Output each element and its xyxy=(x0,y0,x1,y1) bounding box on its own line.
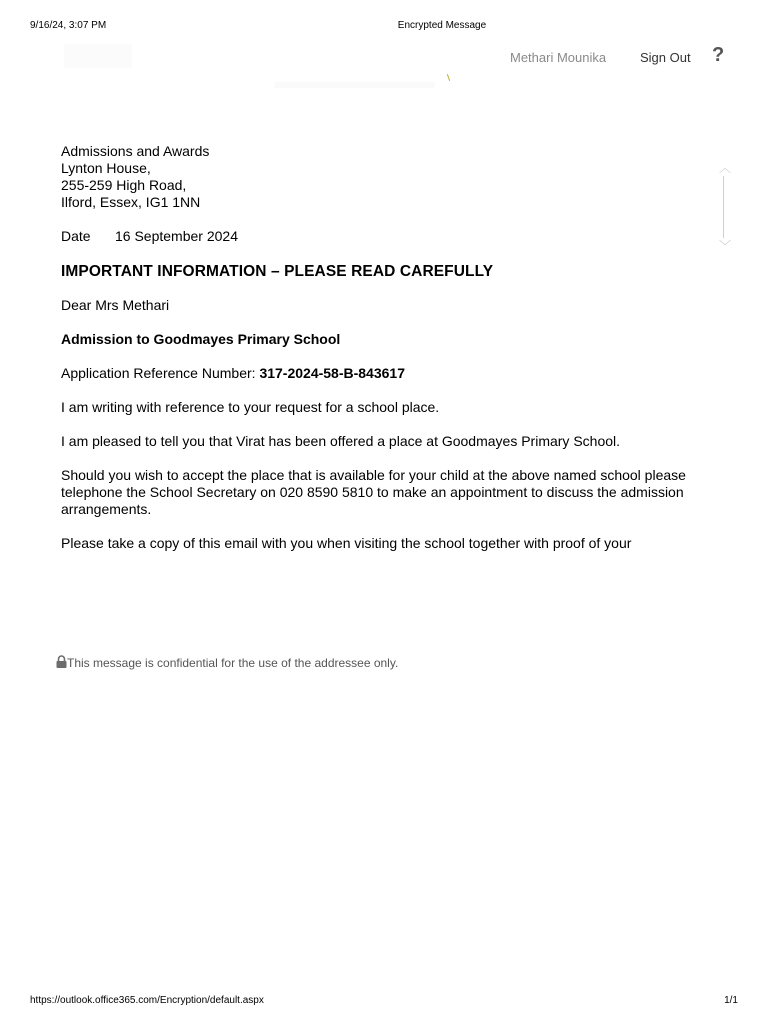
sign-out-link[interactable]: Sign Out xyxy=(640,50,691,65)
confidential-notice xyxy=(56,655,398,671)
print-page-count: 1/1 xyxy=(724,995,738,1006)
print-page-title: Encrypted Message xyxy=(397,20,487,31)
paragraph: Should you wish to accept the place that is available for your child at the above named school please telephone the School Secretary on 020 8590 5810 to make an appointment to discuss the admission arrangements. xyxy=(61,467,686,517)
letter-date xyxy=(61,228,701,245)
faint-banner-strip xyxy=(275,82,435,88)
date-value: 16 September 2024 xyxy=(115,228,238,244)
top-bar xyxy=(0,46,768,70)
chevron-down-icon[interactable]: ﹀ xyxy=(718,239,731,253)
lock-icon xyxy=(56,655,67,671)
address-line: Lynton House, xyxy=(61,160,151,176)
print-url: https://outlook.office365.com/Encryption/default.aspx xyxy=(30,995,264,1006)
reference-label: Application Reference Number: xyxy=(61,365,260,381)
message-body xyxy=(61,143,701,563)
salutation: Dear Mrs Methari xyxy=(61,297,170,313)
subject-line: Admission to Goodmayes Primary School xyxy=(61,331,341,347)
address-line: 255-259 High Road, xyxy=(61,177,187,193)
scroll-track[interactable] xyxy=(723,176,724,238)
help-icon[interactable]: ? xyxy=(712,44,725,66)
paragraph: I am pleased to tell you that Virat has been offered a place at Goodmayes Primary School. xyxy=(61,433,621,449)
address-line: Ilford, Essex, IG1 1NN xyxy=(61,194,201,210)
reference-number: 317-2024-58-B-843617 xyxy=(259,365,405,381)
sender-address xyxy=(61,143,701,211)
message-scrollbar[interactable] xyxy=(716,162,734,254)
print-datetime: 9/16/24, 3:07 PM xyxy=(30,20,107,31)
paragraph: I am writing with reference to your request for a school place. xyxy=(61,399,440,415)
confidential-text: This message is confidential for the use of the addressee only. xyxy=(67,656,399,670)
tick-mark xyxy=(447,74,450,81)
reference-line xyxy=(61,365,701,382)
address-line: Admissions and Awards xyxy=(61,143,210,159)
user-name: Methari Mounika xyxy=(510,50,607,65)
chevron-up-icon[interactable]: ︿ xyxy=(718,161,731,175)
important-heading: IMPORTANT INFORMATION – PLEASE READ CAREFULLY xyxy=(61,263,494,280)
date-label: Date xyxy=(61,228,91,244)
paragraph: Please take a copy of this email with you when visiting the school together with proof of your xyxy=(61,535,632,551)
